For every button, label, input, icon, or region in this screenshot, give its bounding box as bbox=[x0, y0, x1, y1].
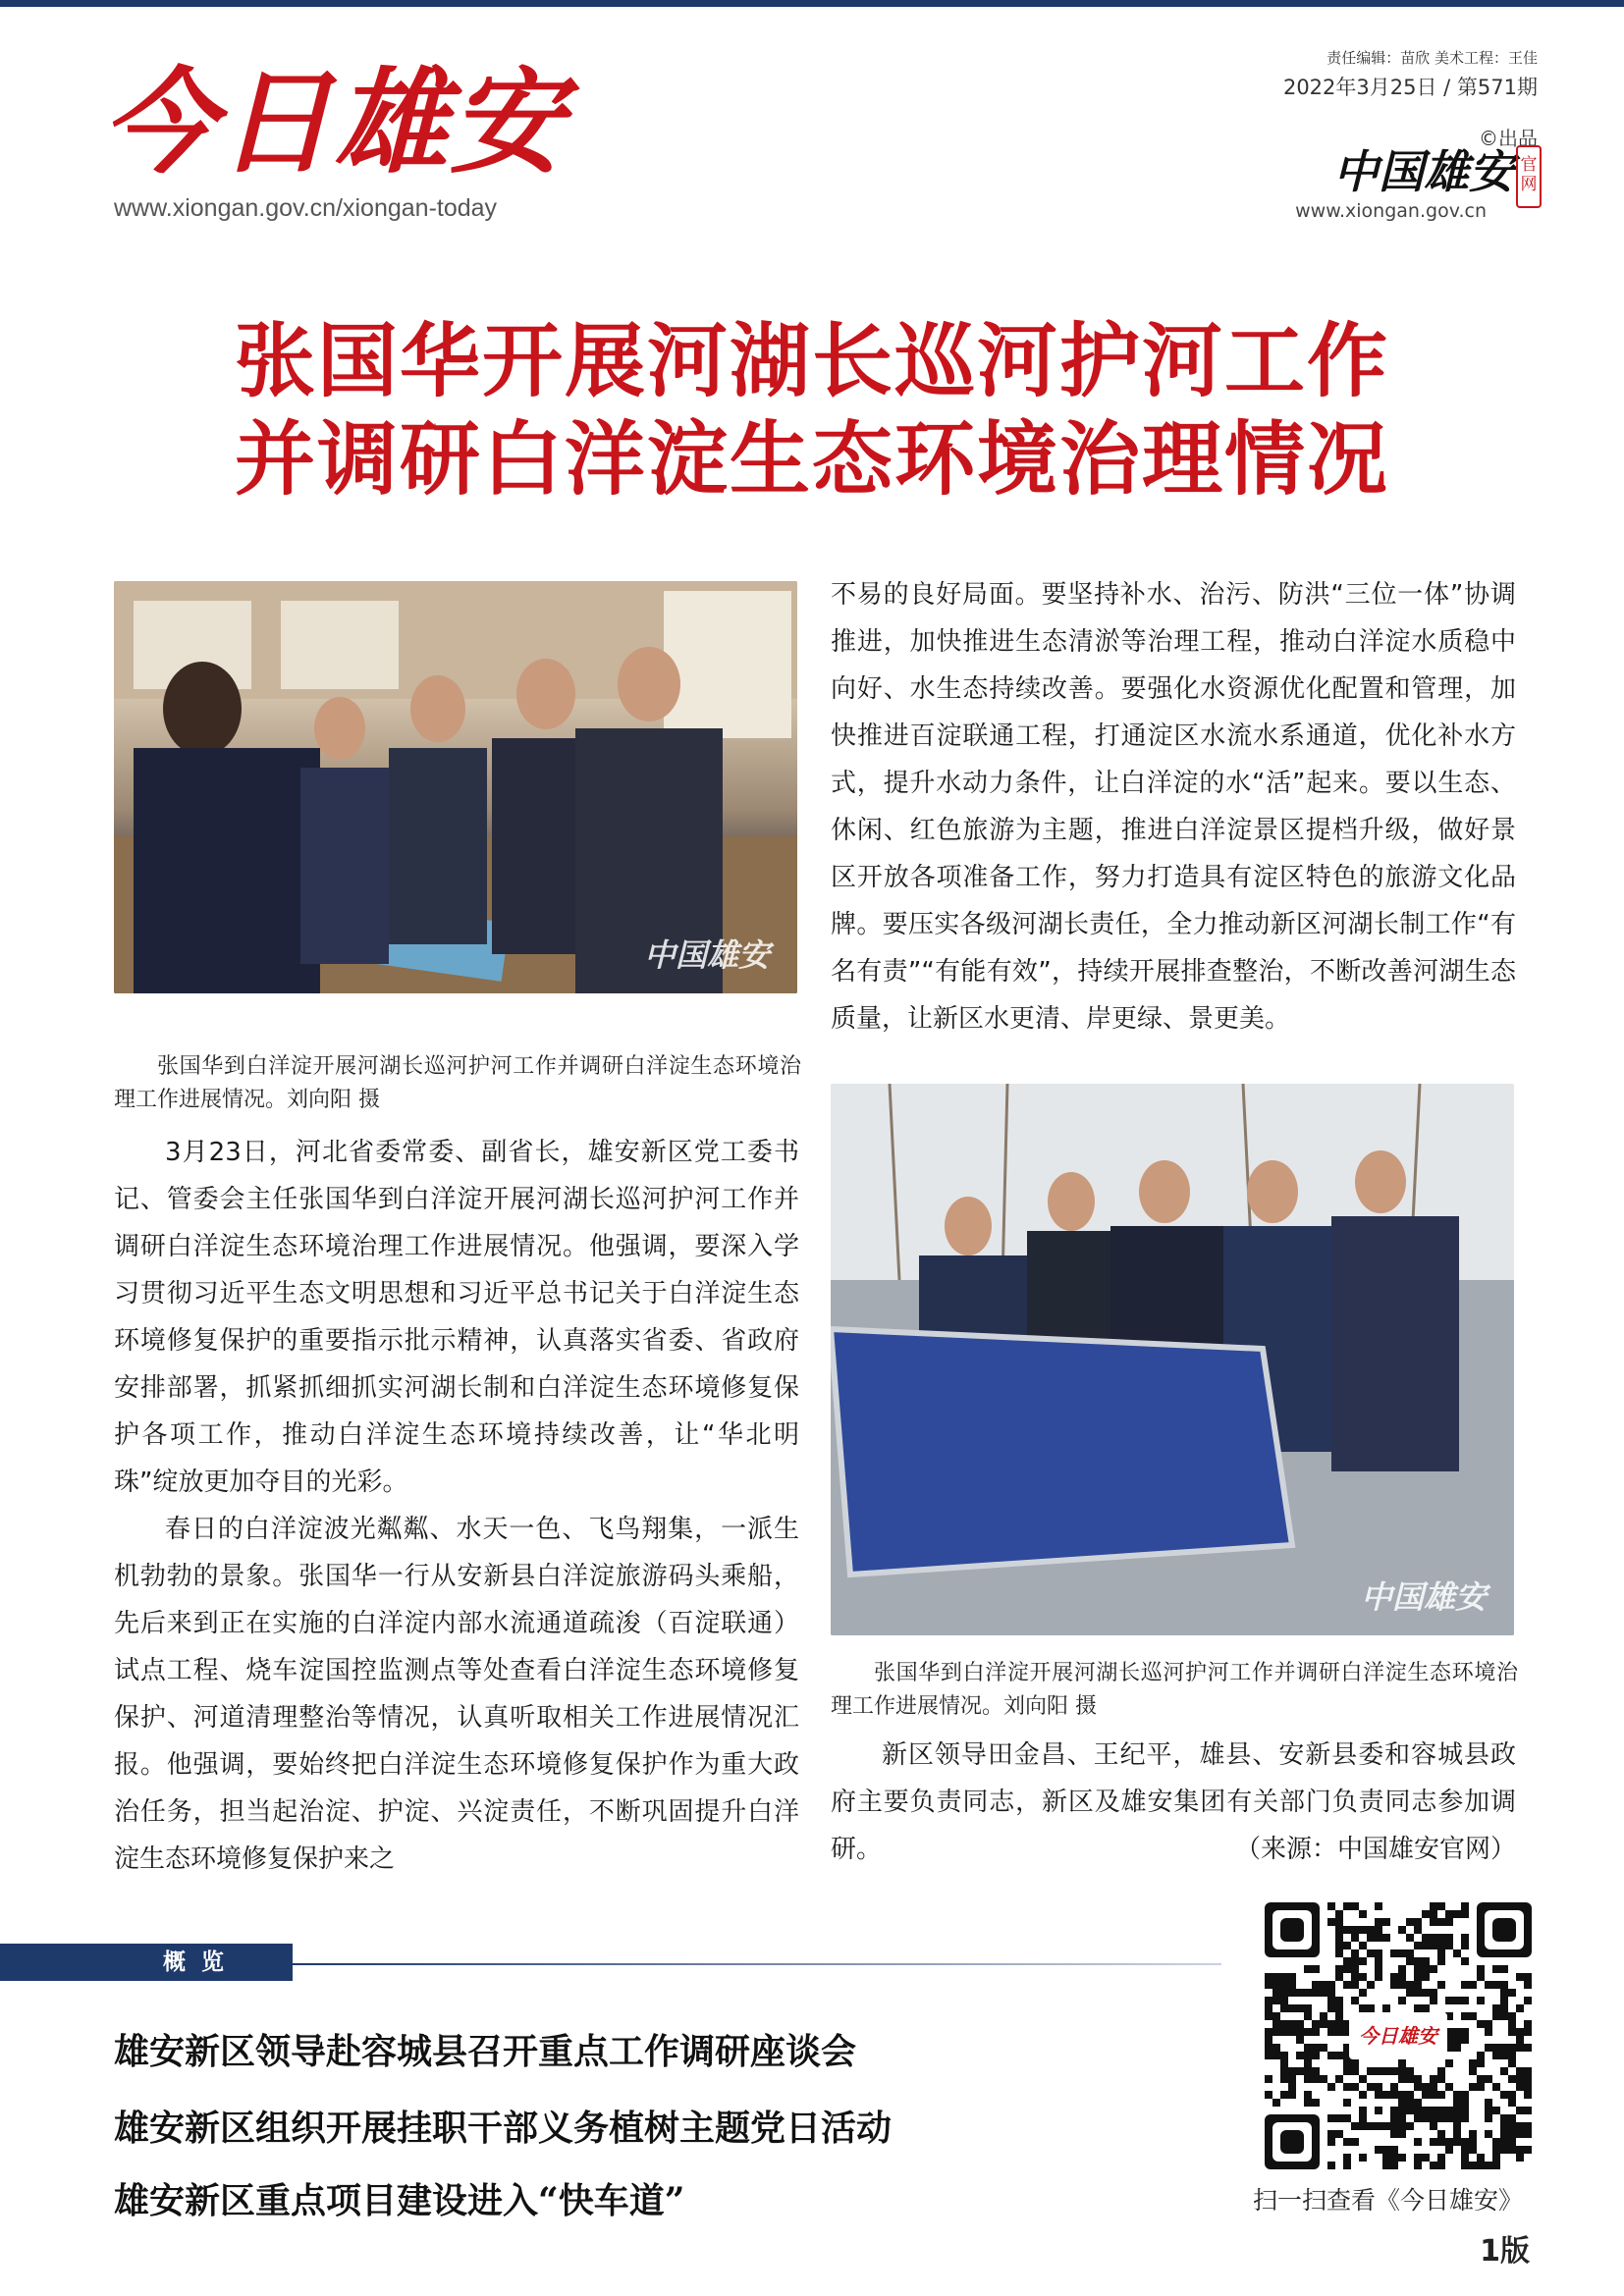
masthead-logo: 今日雄安 bbox=[102, 56, 566, 189]
overview-item[interactable]: 雄安新区领导赴容城县召开重点工作调研座谈会 bbox=[114, 2031, 857, 2072]
producer-label: ©出品 bbox=[1479, 127, 1538, 150]
photo-outdoor-display bbox=[831, 1084, 1514, 1635]
overview-divider bbox=[293, 1963, 1221, 1965]
photo-watermark: 中国雄安 bbox=[1360, 1578, 1487, 1616]
article-paragraph: 不易的良好局面。要坚持补水、治污、防洪“三位一体”协调推进，加快推进生态清淤等治理工程，推动白洋淀水质稳中向好、水生态持续改善。要强化水资源优化配置和管理，加快推进百淀联通工程，打通淀区水流水系通道，优化补水方式，提升水动力条件，让白洋淀的水“活”起来。要以生态、休闲、红色旅游为主题，推进白洋淀景区提档升级，做好景区开放各项准备工作，努力打造具有淀区特色的旅游文化品牌。要压实各级河湖长责任，全力推动新区河湖长制工作“有名有责”“有能有效”，持续开展排查整治，不断改善河湖生态质量，让新区水更清、岸更绿、景更美。 bbox=[831, 580, 1516, 1034]
article-paragraph: 新区领导田金昌、王纪平，雄县、安新县委和容城县政府主要负责同志，新区及雄安集团有关部门负责同志参加调研。 bbox=[831, 1740, 1516, 1864]
brand-url[interactable]: www.xiongan.gov.cn bbox=[1295, 200, 1487, 222]
photo-caption-2: 张国华到白洋淀开展河湖长巡河护河工作并调研白洋淀生态环境治理工作进展情况。刘向阳 摄 bbox=[831, 1661, 1518, 1719]
brand-logo: 中国雄安 bbox=[1333, 145, 1514, 198]
overview-item[interactable]: 雄安新区组织开展挂职干部义务植树主题党日活动 bbox=[114, 2108, 893, 2149]
top-accent-bar bbox=[0, 0, 1624, 7]
qr-code[interactable] bbox=[1265, 1902, 1532, 2169]
page-number: 1版 bbox=[1480, 2234, 1530, 2269]
headline-line-2: 并调研白洋淀生态环境治理情况 bbox=[234, 412, 1389, 507]
article-headline bbox=[98, 312, 1526, 508]
editor-credits: 责任编辑：苗欣 美术工程：王佳 bbox=[1326, 49, 1538, 67]
masthead-url[interactable]: www.xiongan.gov.cn/xiongan-today bbox=[114, 194, 498, 222]
qr-center-logo: 今日雄安 bbox=[1349, 2012, 1447, 2059]
article-source: （来源：中国雄安官网） bbox=[1234, 1835, 1516, 1864]
overview-label: 概 览 bbox=[0, 1944, 293, 1981]
photo-outdoor-illustration bbox=[831, 1084, 1514, 1635]
qr-caption: 扫一扫查看《今日雄安》 bbox=[1253, 2186, 1524, 2215]
photo-caption-1: 张国华到白洋淀开展河湖长巡河护河工作并调研白洋淀生态环境治理工作进展情况。刘向阳 摄 bbox=[114, 1054, 801, 1112]
photo-boat-briefing bbox=[114, 581, 797, 993]
photo-watermark: 中国雄安 bbox=[643, 936, 770, 974]
headline-line-1: 张国华开展河湖长巡河护河工作 bbox=[234, 314, 1389, 408]
brand-seal: 官网 bbox=[1516, 145, 1542, 208]
article-paragraph: 3月23日，河北省委常委、副省长，雄安新区党工委书记、管委会主任张国华到白洋淀开展河湖长巡河护河工作并调研白洋淀生态环境治理工作进展情况。他强调，要深入学习贯彻习近平生态文明思想和习近平总书记关于白洋淀生态环境修复保护的重要指示批示精神，认真落实省委、省政府安排部署，抓紧抓细抓实河湖长制和白洋淀生态环境修复保护各项工作，推动白洋淀生态环境持续改善，让“华北明珠”绽放更加夺目的光彩。 bbox=[114, 1138, 799, 1497]
article-paragraph: 春日的白洋淀波光粼粼、水天一色、飞鸟翔集，一派生机勃勃的景象。张国华一行从安新县白洋淀旅游码头乘船，先后来到正在实施的白洋淀内部水流通道疏浚（百淀联通）试点工程、烧车淀国控监测点等处查看白洋淀生态环境修复保护、河道清理整治等情况，认真听取相关工作进展情况汇报。他强调，要始终把白洋淀生态环境修复保护作为重大政治任务，担当起治淀、护淀、兴淀责任，不断巩固提升白洋淀生态环境修复保护来之 bbox=[114, 1515, 799, 1874]
overview-item[interactable]: 雄安新区重点项目建设进入“快车道” bbox=[114, 2180, 685, 2221]
issue-date: 2022年3月25日 / 第571期 bbox=[1282, 76, 1538, 99]
